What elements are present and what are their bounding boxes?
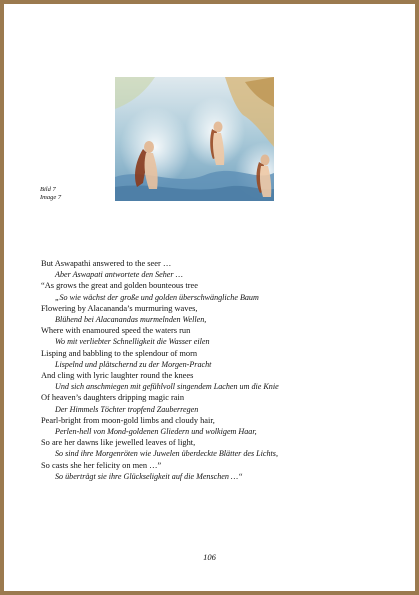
- poem-line-de: Und sich anschmiegen mit gefühlvoll singendem Lachen um die Knie: [55, 382, 279, 392]
- poem-line-de: Der Himmels Töchter tropfend Zauberregen: [55, 404, 199, 414]
- poem-line-de: Blühend bei Alacanandas murmelnden Wellen,: [55, 315, 207, 325]
- poem-line-en: “As grows the great and golden bounteous tree: [41, 281, 198, 291]
- poem-line-en: So are her dawns like jewelled leaves of light,: [41, 438, 196, 448]
- poem-line-en: But Aswapathi answered to the seer …: [41, 259, 172, 268]
- poem-line-de: So überträgt sie ihre Glückseligkeit auf die Menschen …“: [55, 471, 243, 481]
- poem-line-de: Aber Aswapati antwortete den Seher …: [55, 270, 183, 280]
- image-caption: [40, 186, 61, 202]
- poem-line-de: Lispelnd und plätschernd zu der Morgen-Pracht: [55, 359, 212, 369]
- page-number: 106: [203, 552, 216, 562]
- image-caption-en: Image 7: [40, 194, 62, 201]
- painting-image: [115, 77, 274, 201]
- poem-line-en: So casts she her felicity on men …”: [41, 460, 162, 470]
- poem-line-en: Lisping and babbling to the splendour of morn: [41, 348, 198, 358]
- poem-line-en: Where with enamoured speed the waters run: [41, 326, 191, 336]
- poem-line-en: And cling with lyric laughter round the knees: [41, 371, 194, 381]
- poem-line-de: Wo mit verliebter Schnelligkeit die Wasser eilen: [55, 337, 210, 347]
- image-caption-de: Bild 7: [40, 186, 56, 193]
- poem-line-en: Pearl-bright from moon-gold limbs and cloudy hair,: [41, 415, 215, 425]
- poem-line-de: „So wie wächst der große und golden überschwängliche Baum: [55, 292, 259, 302]
- poem-line-en: Flowering by Alacananda’s murmuring waves,: [41, 303, 198, 313]
- poem-line-de: So sind ihre Morgenröten wie Juwelen überdeckte Blätter des Lichts,: [55, 449, 278, 459]
- poem-line-en: Of heaven’s daughters dripping magic rain: [41, 393, 185, 403]
- poem-line-de: Perlen-hell von Mond-goldenen Gliedern und wolkigem Haar,: [55, 427, 257, 437]
- poem-text: [41, 258, 401, 482]
